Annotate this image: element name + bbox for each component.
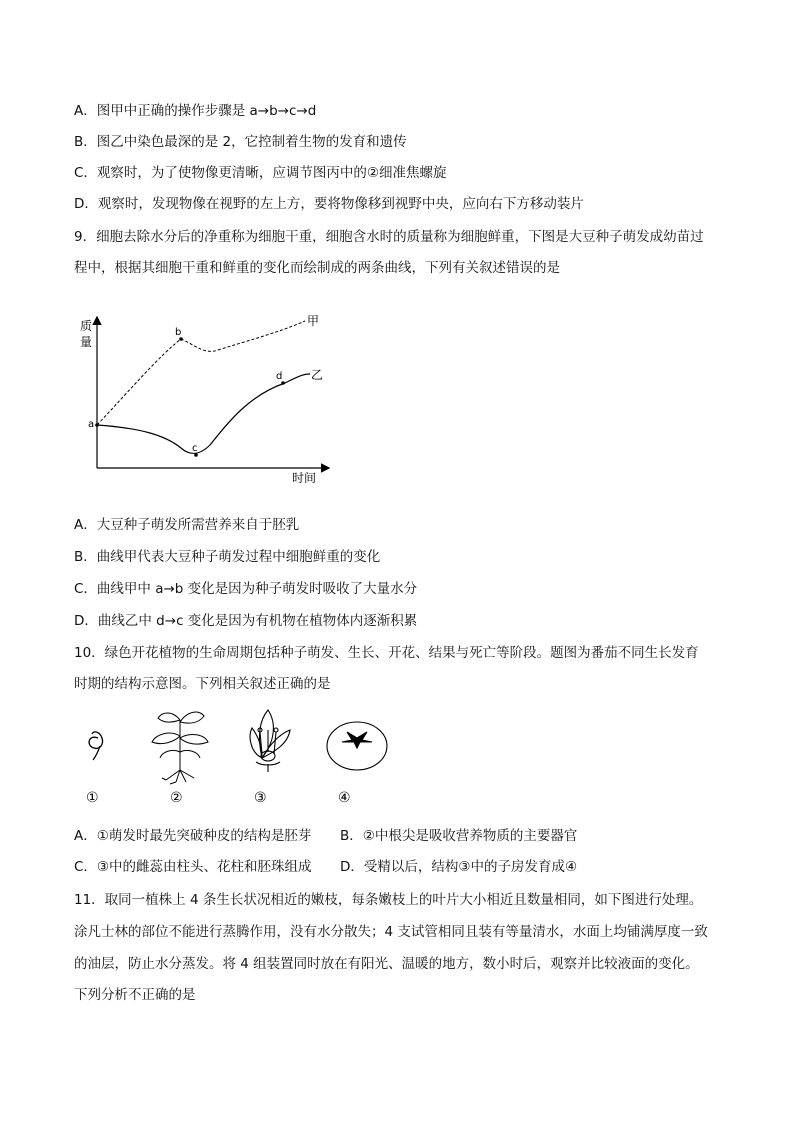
q9-option-b: B．曲线甲代表大豆种子萌发过程中细胞鲜重的变化 bbox=[74, 549, 381, 565]
q11-line1: 11．取同一植株上 4 条生长状况相近的嫩枝，每条嫩枝上的叶片大小相近且数量相同，如下图进行处理。 bbox=[74, 892, 703, 908]
q8-option-a: A．图甲中正确的操作步骤是 a→b→c→d bbox=[74, 103, 317, 119]
seed-drawing bbox=[89, 732, 102, 760]
q8-option-b: B．图乙中染色最深的是 2，它控制着生物的发育和遗传 bbox=[74, 134, 407, 150]
q10-stem-line2: 时期的结构示意图。下列相关叙述正确的是 bbox=[74, 676, 331, 692]
curve-yi-label: 乙 bbox=[311, 368, 324, 382]
point-a-label: a bbox=[88, 419, 95, 430]
stage-label-3: ③ bbox=[254, 790, 267, 806]
q10-option-c: C．③中的雌蕊由柱头、花柱和胚珠组成 bbox=[74, 859, 312, 875]
curve-jia-label: 甲 bbox=[307, 314, 320, 328]
point-d-label: d bbox=[276, 371, 283, 382]
q8-option-d: D．观察时，发现物像在视野的左上方，要将物像移到视野中央，应向右下方移动装片 bbox=[74, 196, 584, 212]
q11-line3: 的油层，防止水分蒸发。将 4 组装置同时放在有阳光、温暖的地方，数小时后，观察并比较液面的变化。 bbox=[74, 956, 699, 972]
q11-line4: 下列分析不正确的是 bbox=[74, 987, 196, 1003]
curve-jia bbox=[97, 321, 305, 425]
y-label-2: 量 bbox=[80, 335, 93, 349]
y-label-1: 质 bbox=[80, 319, 93, 333]
q9-stem-line1: 9．细胞去除水分后的净重称为细胞干重，细胞含水时的质量称为细胞鲜重，下图是大豆种子萌发成幼苗过 bbox=[74, 229, 704, 245]
point-a bbox=[95, 423, 99, 427]
q10-option-b: B．②中根尖是吸收营养物质的主要器官 bbox=[340, 828, 578, 844]
q9-option-a: A．大豆种子萌发所需营养来自于胚乳 bbox=[74, 517, 300, 533]
q10-option-a: A．①萌发时最先突破种皮的结构是胚芽 bbox=[74, 828, 312, 844]
q10-stem-line1: 10．绿色开花植物的生命周期包括种子萌发、生长、开花、结果与死亡等阶段。题图为番茄不同生长发育 bbox=[74, 645, 699, 661]
q8-option-c: C．观察时，为了使物像更清晰，应调节图丙中的②细准焦螺旋 bbox=[74, 165, 447, 181]
q11-line2: 涂凡士林的部位不能进行蒸腾作用，没有水分散失；4 支试管相同且装有等量清水，水面上均铺满厚度一致 bbox=[74, 924, 708, 940]
q9-mass-time-graph bbox=[80, 310, 340, 485]
seedling-drawing bbox=[152, 712, 208, 784]
q10-option-d: D．受精以后，结构③中的子房发育成④ bbox=[340, 859, 578, 875]
stage-label-4: ④ bbox=[338, 790, 351, 806]
q9-stem-line2: 程中，根据其细胞干重和鲜重的变化而绘制成的两条曲线，下列有关叙述错误的是 bbox=[74, 260, 560, 276]
point-c-label: c bbox=[192, 443, 198, 454]
q9-option-d: D．曲线乙中 d→c 变化是因为有机物在植物体内逐渐积累 bbox=[74, 613, 418, 629]
tomato-drawing bbox=[327, 722, 387, 770]
point-b-label: b bbox=[175, 327, 182, 338]
x-label: 时间 bbox=[292, 471, 317, 485]
flower-drawing bbox=[250, 710, 290, 772]
q9-option-c: C．曲线甲中 a→b 变化是因为种子萌发时吸收了大量水分 bbox=[74, 581, 418, 597]
stage-label-1: ① bbox=[86, 790, 99, 806]
curve-yi bbox=[97, 374, 310, 453]
tomato-stages-figure bbox=[80, 700, 400, 812]
stage-label-2: ② bbox=[170, 790, 183, 806]
